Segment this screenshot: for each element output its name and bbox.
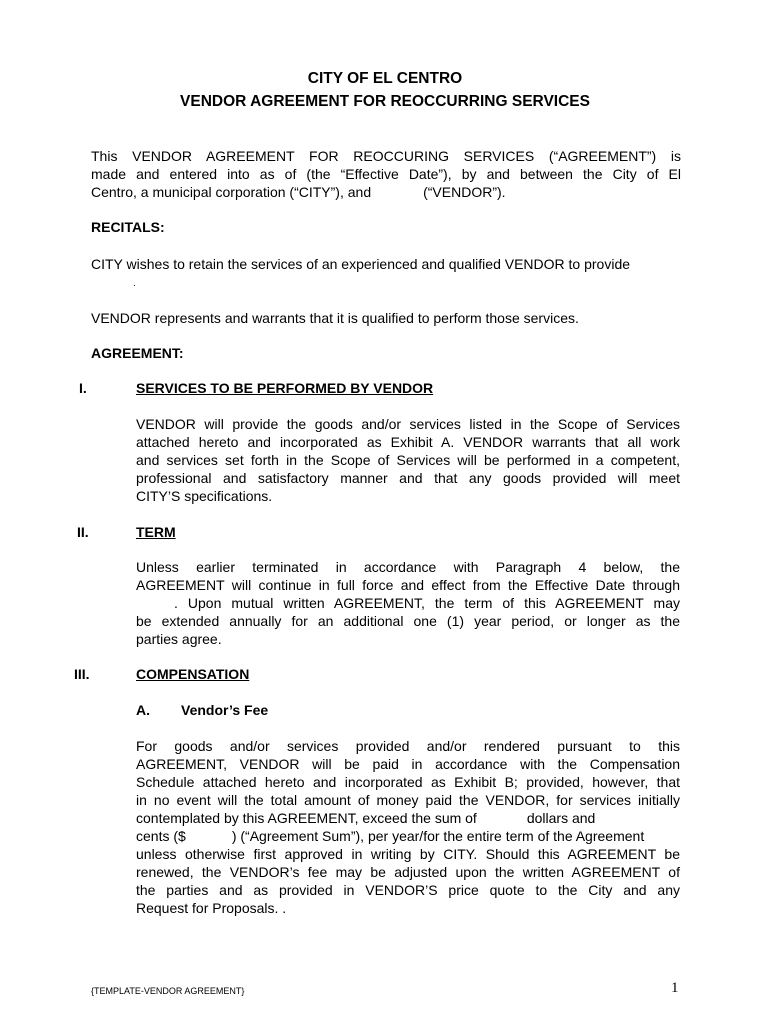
section-title: TERM — [136, 524, 176, 540]
paragraph-line — [136, 809, 680, 827]
intro-line-part: (“VENDOR”). — [423, 184, 506, 200]
paragraph-line: and services set forth in the Scope of Services will be performed in a competent, — [136, 452, 680, 468]
section-paragraph — [136, 558, 680, 648]
paragraph-line: AGREEMENT, VENDOR will be paid in accordance with the Compensation — [136, 756, 680, 772]
paragraph-line: Unless earlier terminated in accordance with Paragraph 4 below, the — [136, 559, 680, 575]
paragraph-line: the parties and as provided in VENDOR’S price quote to the City and any — [136, 882, 680, 898]
section-numeral: I. — [79, 380, 87, 396]
document-title-agreement: VENDOR AGREEMENT FOR REOCCURRING SERVICES — [180, 93, 590, 110]
recitals-heading: RECITALS: — [91, 219, 165, 235]
paragraph-line: attached hereto and incorporated as Exhibit A. VENDOR warrants that all work — [136, 434, 680, 450]
paragraph-line: parties agree. — [136, 631, 222, 647]
intro-line — [91, 183, 681, 201]
paragraph-line: Schedule attached hereto and incorporated as Exhibit B; provided, however, that — [136, 774, 680, 790]
document-title-city: CITY OF EL CENTRO — [307, 70, 463, 87]
paragraph-line: in no event will the total amount of money paid the VENDOR, for services initially — [136, 792, 680, 808]
paragraph-line — [136, 827, 680, 845]
section-numeral: II. — [77, 524, 89, 540]
section-numeral: III. — [74, 666, 90, 682]
paragraph-line-part: ) (“Agreement Sum”), per year/for the entire term of the Agreement — [231, 828, 645, 844]
paragraph-line: renewed, the VENDOR’s fee may be adjusted upon the written AGREEMENT of — [136, 864, 680, 880]
section-paragraph — [136, 415, 680, 505]
paragraph-line: . Upon mutual written AGREEMENT, the term of this AGREEMENT may — [174, 595, 680, 611]
paragraph-line: professional and satisfactory manner and that any goods provided will meet — [136, 470, 680, 486]
recital-dot: . — [133, 278, 136, 289]
paragraph-line: AGREEMENT will continue in full force and effect from the Effective Date through — [136, 577, 680, 593]
intro-line: This VENDOR AGREEMENT FOR REOCCURING SERVICES (“AGREEMENT”) is — [91, 148, 681, 164]
recital-paragraph: VENDOR represents and warrants that it is qualified to perform those services. — [91, 310, 579, 326]
paragraph-line: CITY’S specifications. — [136, 488, 273, 504]
footer-template-label: {TEMPLATE-VENDOR AGREEMENT} — [91, 986, 245, 996]
paragraph-line-part: dollars and — [526, 810, 596, 826]
agreement-heading: AGREEMENT: — [91, 345, 184, 361]
paragraph-line: unless otherwise first approved in writing by CITY. Should this AGREEMENT be — [136, 846, 680, 862]
intro-line: made and entered into as of (the “Effective Date”), by and between the City of El — [91, 166, 681, 182]
page-number: 1 — [671, 980, 679, 996]
paragraph-line: be extended annually for an additional one (1) year period, or longer as the — [136, 613, 680, 629]
paragraph-line-part: contemplated by this AGREEMENT, exceed the sum of — [136, 810, 477, 826]
subsection-title: Vendor’s Fee — [181, 702, 269, 718]
paragraph-line: Request for Proposals. . — [136, 900, 287, 916]
section-title: COMPENSATION — [136, 666, 250, 682]
section-paragraph — [136, 737, 680, 917]
recital-paragraph: CITY wishes to retain the services of an experienced and qualified VENDOR to provide — [91, 256, 631, 272]
paragraph-line: VENDOR will provide the goods and/or services listed in the Scope of Services — [136, 416, 680, 432]
paragraph-line: For goods and/or services provided and/or rendered pursuant to this — [136, 738, 680, 754]
section-title: SERVICES TO BE PERFORMED BY VENDOR — [136, 380, 434, 396]
paragraph-line-part: cents ($ — [136, 828, 186, 844]
intro-line-part: Centro, a municipal corporation (“CITY”), and — [91, 184, 372, 200]
subsection-letter: A. — [136, 702, 150, 718]
intro-paragraph — [91, 147, 681, 201]
